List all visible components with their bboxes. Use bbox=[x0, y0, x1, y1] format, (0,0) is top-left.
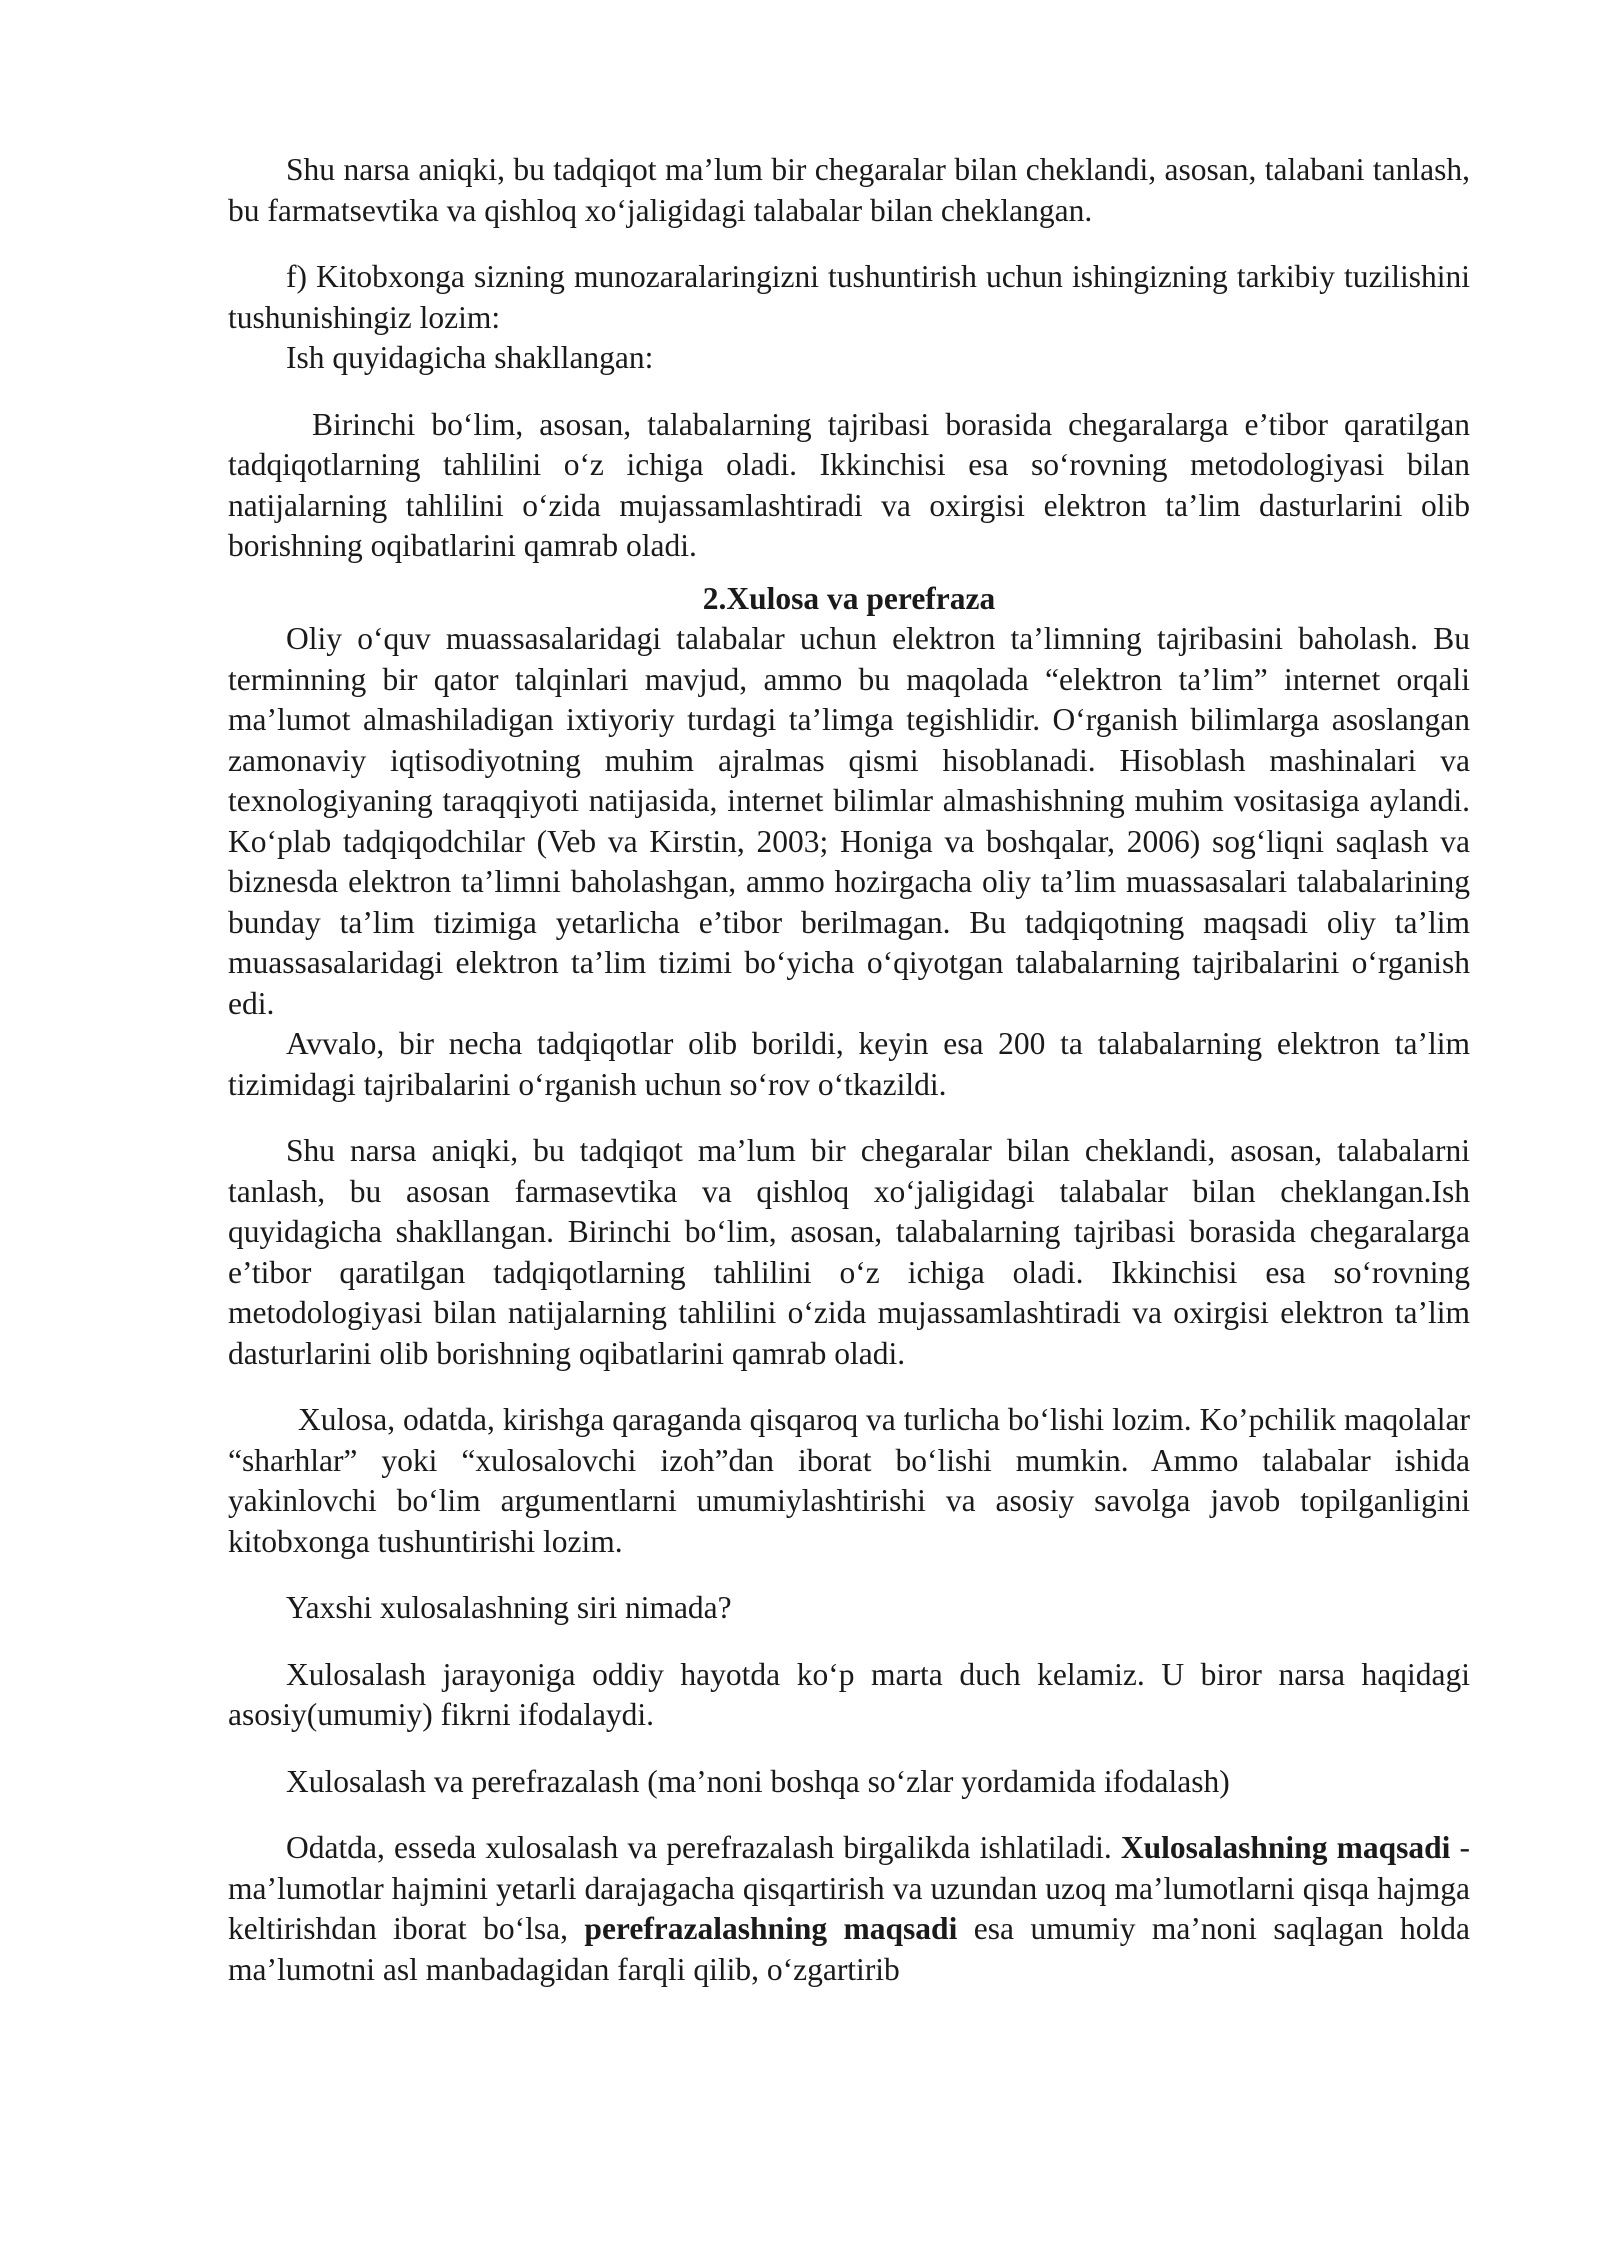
paragraph-4: Birinchi bo‘lim, asosan, talabalarning tajribasi borasida chegaralarga e’tibor qaratilgan tadqiqotlarning tahlilini o‘z ichiga oladi. Ikkinchisi esa so‘rovning metodologiyasi bilan natijalarning tahlilini o‘zida mujassamlashtiradi va oxirgisi elektron ta’lim dasturlarini olib borishning oqibatlarini qamrab oladi. bbox=[228, 406, 1470, 563]
paragraph-8: Xulosa, odatda, kirishga qaraganda qisqaroq va turlicha bo‘lishi lozim. Ko’pchilik maqolalar “sharhlar” yoki “xulosalovchi izoh”dan iborat bo‘lishi mumkin. Ammo talabalar ishida yakinlovchi bo‘lim argumentlarni umumiylashtirishi va asosiy savolga javob topilganligini kitobxonga tushuntirishi lozim. bbox=[228, 1402, 1470, 1559]
paragraph-1: Shu narsa aniqki, bu tadqiqot ma’lum bir chegaralar bilan cheklandi, asosan, talabani tanlash, bu farmatsevtika va qishloq xo‘jaligidagi talabalar bilan cheklangan. bbox=[228, 152, 1470, 228]
p12-text-2: - ma’lumotlar hajmini yetarli darajagacha qisqartirish va uzundan uzoq ma’lumotlarni qisqa hajmga keltirishdan iborat bo‘lsa, bbox=[228, 1830, 1471, 1946]
p12-bold-summary-purpose: Xulosalashning maqsadi bbox=[1120, 1830, 1451, 1865]
p12-text-3: esa umumiy ma’noni saqlagan holda ma’lumotni asl manbadagidan farqli qilib, o‘zgartirib bbox=[228, 1911, 1470, 1987]
paragraph-7: Shu narsa aniqki, bu tadqiqot ma’lum bir chegaralar bilan cheklandi, asosan, talabalarni tanlash, bu asosan farmasevtika va qishloq xo‘jaligidagi talabalar bilan cheklangan.Ish quyidagicha shakllangan. Birinchi bo‘lim, asosan, talabalarning tajribasi borasida chegaralarga e’tibor qaratilgan tadqiqotlarning tahlilini o‘z ichiga oladi. Ikkinchisi esa so‘rovning metodologiyasi bilan natijalarning tahlilini o‘zida mujassamlashtiradi va oxirgisi elektron ta’lim dasturlarini olib borishning oqibatlarini qamrab oladi. bbox=[228, 1133, 1470, 1371]
paragraph-11: Xulosalash va perefrazalash (ma’noni boshqa so‘zlar yordamida ifodalash) bbox=[286, 1763, 1230, 1799]
paragraph-5: Oliy o‘quv muassasalaridagi talabalar uchun elektron ta’limning tajribasini baholash. Bu terminning bir qator talqinlari mavjud, ammo bu maqolada “elektron ta’lim” internet orqali ma’lumot almashiladigan ixtiyoriy turdagi ta’limga tegishlidir. O‘rganish bilimlarga asoslangan zamonaviy iqtisodiyotning muhim ajralmas qismi hisoblanadi. Hisoblash mashinalari va texnologiyaning taraqqiyoti natijasida, internet bilimlar almashishning muhim vositasiga aylandi. Ko‘plab tadqiqodchilar (Veb va Kirstin, 2003; Honiga va boshqalar, 2006) sog‘liqni saqlash va biznesda elektron ta’limni baholashgan, ammo hozirgacha oliy ta’lim muassasalari talabalarining bunday ta’lim tizimiga yetarlicha e’tibor berilmagan. Bu tadqiqotning maqsadi oliy ta’lim muassasalaridagi elektron ta’lim tizimi bo‘yicha o‘qiyotgan talabalarning tajribalarini o‘rganish edi. bbox=[228, 621, 1470, 1021]
paragraph-10: Xulosalash jarayoniga oddiy hayotda ko‘p marta duch kelamiz. U biror narsa haqidagi asosiy(umumiy) fikrni ifodalaydi. bbox=[228, 1656, 1470, 1732]
paragraph-2: f) Kitobxonga sizning munozaralaringizni tushuntirish uchun ishingizning tarkibiy tuzilishini tushunishingiz lozim: bbox=[228, 259, 1470, 335]
paragraph-12 bbox=[228, 1828, 1470, 1990]
paragraph-6: Avvalo, bir necha tadqiqotlar olib borildi, keyin esa 200 ta talabalarning elektron ta’lim tizimidagi tajribalarini o‘rganish uchun so‘rov o‘tkazildi. bbox=[228, 1026, 1470, 1102]
section-heading: 2.Xulosa va perefraza bbox=[702, 580, 996, 616]
p12-text-1: Odatda, esseda xulosalash va perefrazalash birgalikda ishlatiladi. bbox=[286, 1830, 1121, 1865]
document-page bbox=[228, 150, 1470, 1990]
p12-bold-paraphrase-purpose: perefrazalashning maqsadi bbox=[584, 1911, 958, 1946]
paragraph-9: Yaxshi xulosalashning siri nimada? bbox=[286, 1590, 732, 1625]
paragraph-3: Ish quyidagicha shakllangan: bbox=[286, 340, 654, 375]
